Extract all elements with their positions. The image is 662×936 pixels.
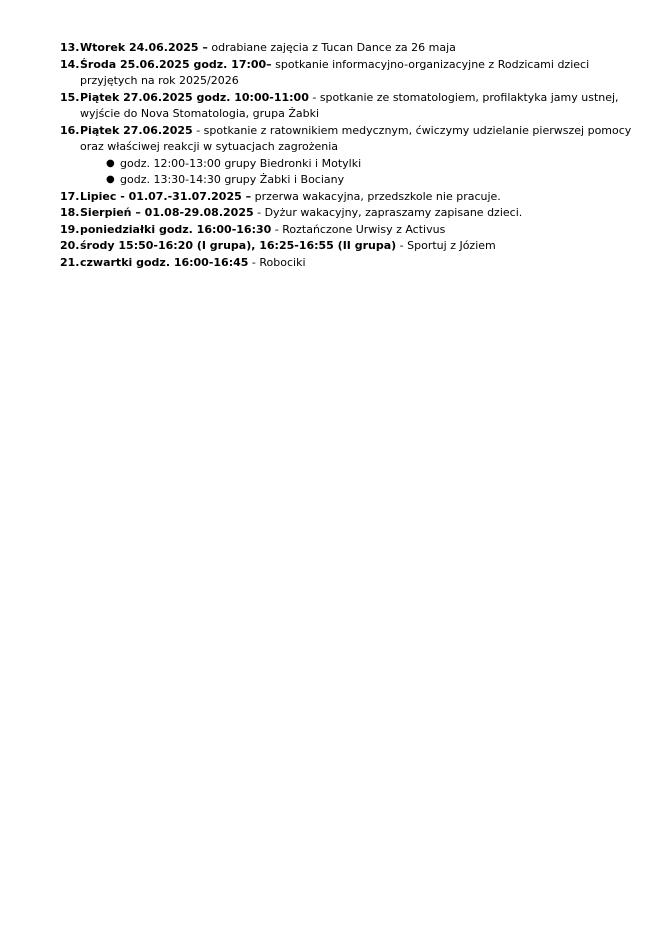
list-item — [60, 238, 635, 255]
item-number: 15. — [60, 90, 80, 104]
item-description: - Sportuj z Józiem — [396, 239, 496, 252]
bullet-item — [80, 156, 635, 173]
list-item — [60, 189, 635, 206]
item-description: spotkanie informacyjno-organizacyjne z Rodzicami dzieci przyjętych na rok 2025/2026 — [80, 57, 590, 87]
item-description: - Dyżur wakacyjny, zapraszamy zapisane dzieci. — [253, 206, 523, 219]
item-number: 18. — [60, 206, 80, 219]
schedule-list — [60, 40, 635, 271]
bullet-item — [80, 172, 635, 189]
item-date: czwartki godz. 16:00-16:45 — [80, 255, 249, 269]
bullet-list — [80, 156, 635, 189]
item-number: 16. — [60, 123, 80, 137]
item-date: Sierpień – 01.08-29.08.2025 — [80, 206, 254, 219]
item-description: odrabiane zajęcia z Tucan Dance za 26 maja — [207, 41, 456, 54]
item-number: 17. — [60, 189, 80, 203]
item-description: - spotkanie ze stomatologiem, profilaktyka jamy ustnej, wyjście do Nova Stomatologia, grupa Żabki — [80, 90, 619, 120]
list-item — [60, 90, 635, 123]
item-description: - Roztańczone Urwisy z Activus — [271, 222, 446, 236]
item-date: Środa 25.06.2025 godz. 17:00– — [80, 57, 272, 71]
item-date: Lipiec - 01.07.-31.07.2025 – — [80, 189, 252, 203]
list-item — [60, 205, 635, 222]
item-number: 20. — [60, 239, 80, 252]
item-number: 21. — [60, 255, 80, 269]
list-item — [60, 57, 635, 90]
list-item — [60, 123, 635, 189]
item-date: środy 15:50-16:20 (I grupa), 16:25-16:55 (II grupa) — [80, 239, 397, 252]
list-item — [60, 222, 635, 239]
list-item — [60, 255, 635, 272]
item-description: - Robociki — [248, 255, 306, 269]
item-date: Wtorek 24.06.2025 – — [80, 41, 208, 54]
bullet-text: godz. 12:00-13:00 grupy Biedronki i Motylki — [120, 156, 362, 170]
item-number: 14. — [60, 57, 80, 71]
list-item — [60, 40, 635, 57]
bullet-icon: ● — [106, 157, 115, 169]
item-number: 13. — [60, 41, 80, 54]
item-description: - spotkanie z ratownikiem medycznym, ćwiczymy udzielanie pierwszej pomocy oraz właściwej reakcji w sytuacjach zagrożenia — [80, 123, 632, 153]
bullet-text: godz. 13:30-14:30 grupy Żabki i Bociany — [120, 173, 345, 186]
bullet-icon: ● — [106, 174, 115, 185]
item-date: poniedziałki godz. 16:00-16:30 — [80, 222, 272, 236]
item-date: Piątek 27.06.2025 godz. 10:00-11:00 — [80, 90, 309, 104]
item-date: Piątek 27.06.2025 — [80, 123, 193, 137]
item-description: przerwa wakacyjna, przedszkole nie pracuje. — [251, 189, 501, 203]
item-number: 19. — [60, 222, 80, 236]
